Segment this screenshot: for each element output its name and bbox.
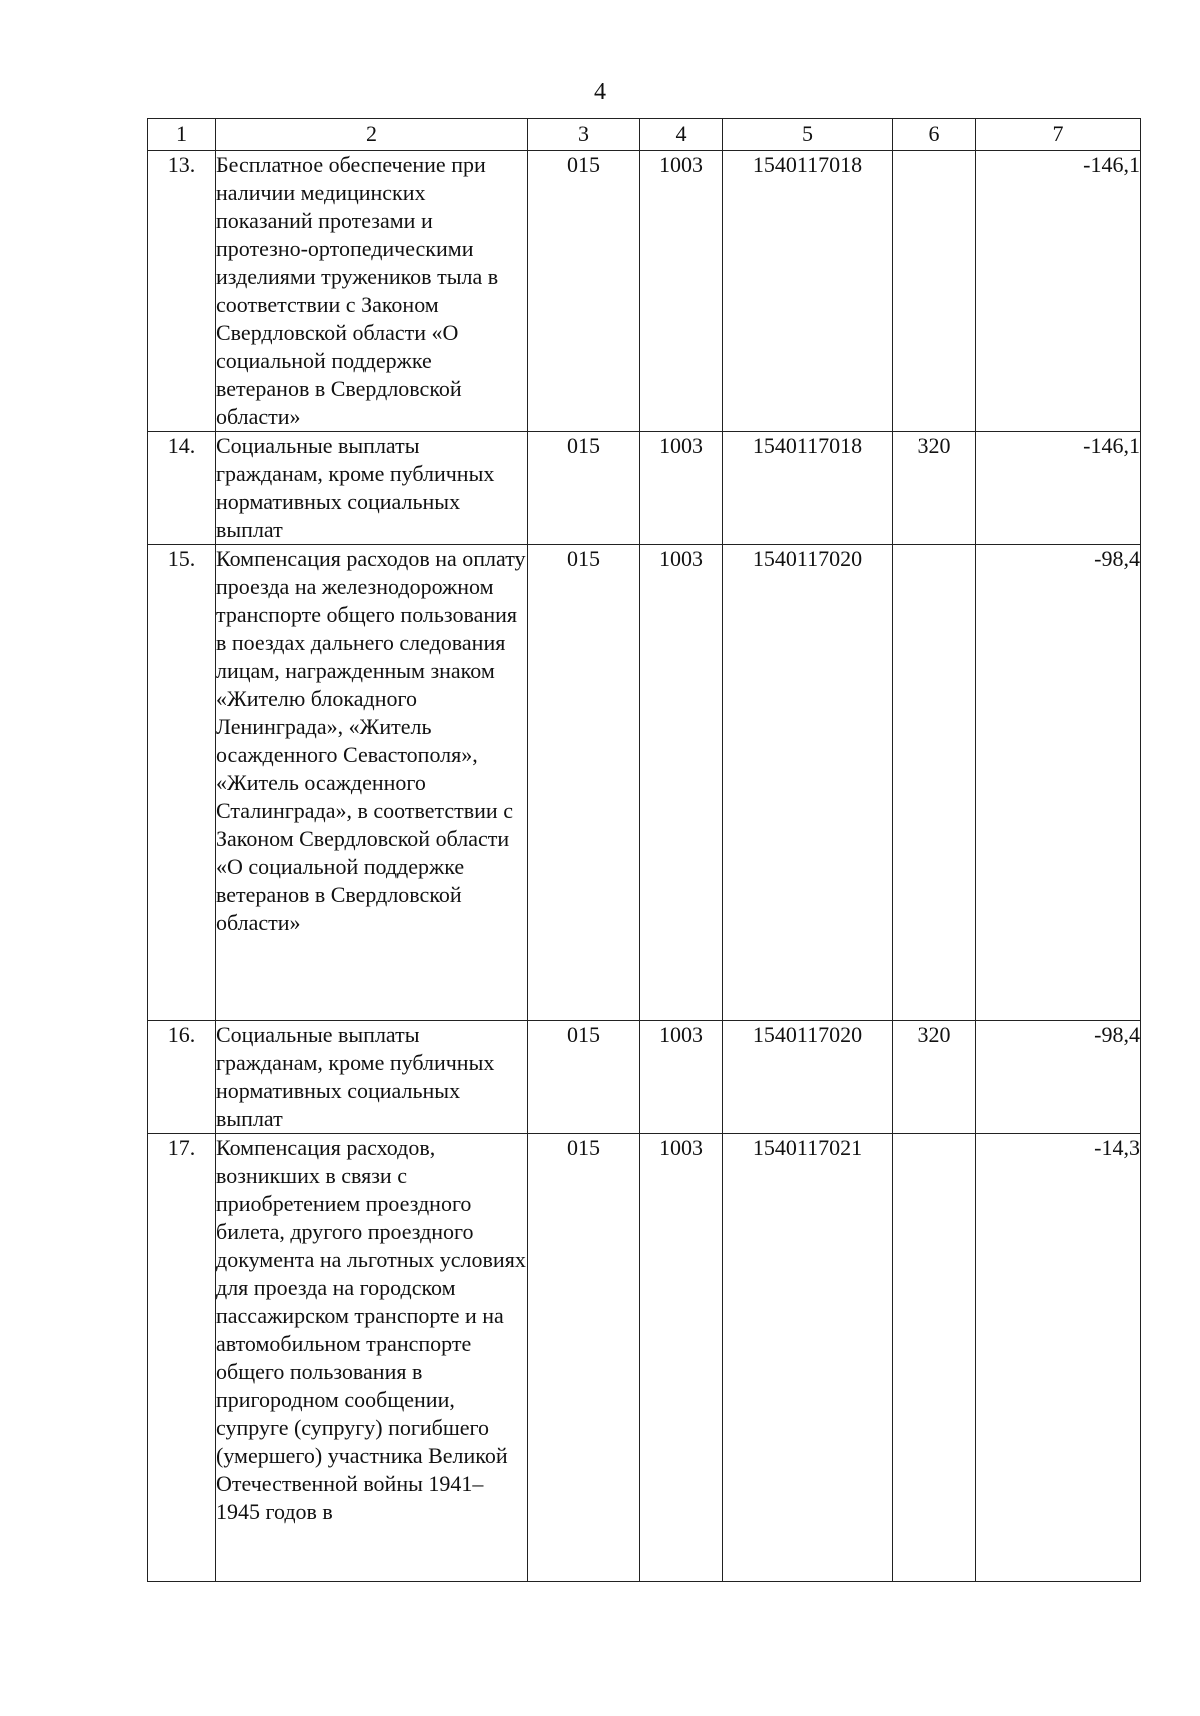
ministry-code: 015	[528, 151, 640, 432]
target-code: 1540117020	[723, 1021, 893, 1134]
ministry-code: 015	[528, 1021, 640, 1134]
amount: -98,4	[976, 545, 1141, 1021]
column-header-7: 7	[976, 119, 1141, 151]
expense-name: Компенсация расходов, возникших в связи с приобретением проездного билета, другого проездного документа на льготных условиях для проезда на городском пассажирском транспорте и на автомобильном транспорте общего пользования в пригородном сообщении, супруге (супругу) погибшего (умершего) участника Великой Отечественной войны 1941–1945 годов в	[216, 1134, 528, 1582]
table-row	[148, 1021, 1141, 1134]
header-row	[148, 119, 1141, 151]
target-code: 1540117020	[723, 545, 893, 1021]
expense-type-code	[893, 151, 976, 432]
expense-type-code: 320	[893, 1021, 976, 1134]
budget-table	[147, 118, 1141, 1582]
amount: -146,1	[976, 432, 1141, 545]
column-header-2: 2	[216, 119, 528, 151]
column-header-6: 6	[893, 119, 976, 151]
page-number: 4	[594, 79, 606, 105]
expense-name: Социальные выплаты гражданам, кроме публичных нормативных социальных выплат	[216, 1021, 528, 1134]
target-code: 1540117021	[723, 1134, 893, 1582]
row-number: 14.	[148, 432, 216, 545]
table-row	[148, 545, 1141, 1021]
target-code: 1540117018	[723, 151, 893, 432]
column-header-4: 4	[640, 119, 723, 151]
expense-name: Бесплатное обеспечение при наличии медицинских показаний протезами и протезно-ортопедическими изделиями тружеников тыла в соответствии с Законом Свердловской области «О социальной поддержке ветеранов в Свердловской области»	[216, 151, 528, 432]
target-code: 1540117018	[723, 432, 893, 545]
table-row	[148, 1134, 1141, 1582]
amount: -146,1	[976, 151, 1141, 432]
expense-type-code	[893, 1134, 976, 1582]
section-code: 1003	[640, 151, 723, 432]
ministry-code: 015	[528, 432, 640, 545]
row-number: 13.	[148, 151, 216, 432]
table-row	[148, 432, 1141, 545]
row-number: 17.	[148, 1134, 216, 1582]
section-code: 1003	[640, 432, 723, 545]
section-code: 1003	[640, 1134, 723, 1582]
expense-name: Социальные выплаты гражданам, кроме публичных нормативных социальных выплат	[216, 432, 528, 545]
column-header-1: 1	[148, 119, 216, 151]
table-row	[148, 151, 1141, 432]
ministry-code: 015	[528, 1134, 640, 1582]
expense-type-code	[893, 545, 976, 1021]
row-number: 16.	[148, 1021, 216, 1134]
amount: -14,3	[976, 1134, 1141, 1582]
section-code: 1003	[640, 545, 723, 1021]
column-header-3: 3	[528, 119, 640, 151]
expense-type-code: 320	[893, 432, 976, 545]
column-header-5: 5	[723, 119, 893, 151]
section-code: 1003	[640, 1021, 723, 1134]
expense-name: Компенсация расходов на оплату проезда на железнодорожном транспорте общего пользования в поездах дальнего следования лицам, награжденным знаком «Жителю блокадного Ленинграда», «Житель осажденного Севастополя», «Житель осажденного Сталинграда», в соответствии с Законом Свердловской области «О социальной поддержке ветеранов в Свердловской области»	[216, 545, 528, 1021]
amount: -98,4	[976, 1021, 1141, 1134]
ministry-code: 015	[528, 545, 640, 1021]
row-number: 15.	[148, 545, 216, 1021]
